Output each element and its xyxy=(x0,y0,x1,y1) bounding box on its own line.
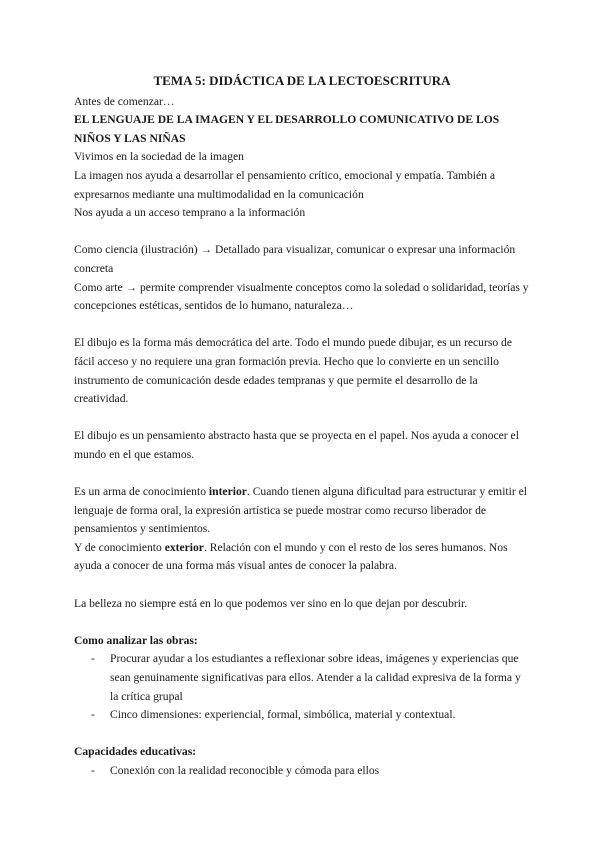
text-line: Como arte → permite comprender visualmente conceptos como la soledad o solidaridad, teorías y concepciones estéticas, sentidos de lo humano, naturaleza… xyxy=(74,280,529,313)
spacer xyxy=(74,464,530,483)
list-item: - Procurar ayudar a los estudiantes a reflexionar sobre ideas, imágenes y experiencias que sean genuinamente significativas para ellos. Atender a la calidad expresiva de la forma y la crítica grupal xyxy=(74,650,530,706)
subheading-capacidades: Capacidades educativas: xyxy=(74,745,197,759)
paragraph: El dibujo es un pensamiento abstracto hasta que se proyecta en el papel. Nos ayuda a conocer el mundo en el que estamos. xyxy=(74,429,519,461)
analizar-list xyxy=(74,650,530,724)
paragraph-interior: Es un arma de conocimiento interior. Cuando tienen alguna dificultad para estructurar y emitir el lenguaje de forma oral, la expresión artística se puede mostrar como recurso liberador de pensamientos y sentimientos. xyxy=(74,485,527,536)
document-title: TEMA 5: DIDÁCTICA DE LA LECTOESCRITURA xyxy=(153,73,451,88)
bold-term-interior: interior xyxy=(208,485,247,499)
capacidades-list xyxy=(74,762,530,781)
spacer xyxy=(74,409,530,428)
text-line: Vivimos en la sociedad de la imagen xyxy=(74,150,244,164)
text-line: Nos ayuda a un acceso temprano a la información xyxy=(74,206,306,220)
subheading-analizar: Como analizar las obras: xyxy=(74,633,198,647)
text-line: Como ciencia (ilustración) → Detallado para visualizar, comunicar o expresar una información concreta xyxy=(74,243,516,275)
paragraph: La belleza no siempre está en lo que podemos ver sino en lo que dejan por descubrir. xyxy=(74,596,468,610)
intro-line: Antes de comenzar… xyxy=(74,94,175,108)
spacer xyxy=(74,316,530,335)
list-item: - Cinco dimensiones: experiencial, formal, simbólica, material y contextual. xyxy=(74,706,530,725)
bold-term-exterior: exterior xyxy=(164,540,204,554)
spacer xyxy=(74,613,530,632)
paragraph-exterior: Y de conocimiento exterior. Relación con el mundo y con el resto de los seres humanos. Nos ayuda a conocer de una forma más visual antes de conocer la palabra. xyxy=(74,540,508,573)
spacer xyxy=(74,725,530,744)
document-content xyxy=(74,72,530,781)
section-heading: EL LENGUAJE DE LA IMAGEN Y EL DESARROLLO COMUNICATIVO DE LOS NIÑOS Y LAS NIÑAS xyxy=(74,113,500,145)
spacer xyxy=(74,223,530,242)
text-line: La imagen nos ayuda a desarrollar el pensamiento crítico, emocional y empatía. También a expresarnos mediante una multimodalidad en la comunicación xyxy=(74,168,496,201)
spacer xyxy=(74,576,530,595)
paragraph: El dibujo es la forma más democrática del arte. Todo el mundo puede dibujar, es un recurso de fácil acceso y no requiere una gran formación previa. Hecho que lo convierte en un sencillo instrumento de comunicación desde edades tempranas y que permite el desarrollo de la creatividad. xyxy=(74,336,512,406)
list-item: - Conexión con la realidad reconocible y cómoda para ellos xyxy=(74,762,530,781)
